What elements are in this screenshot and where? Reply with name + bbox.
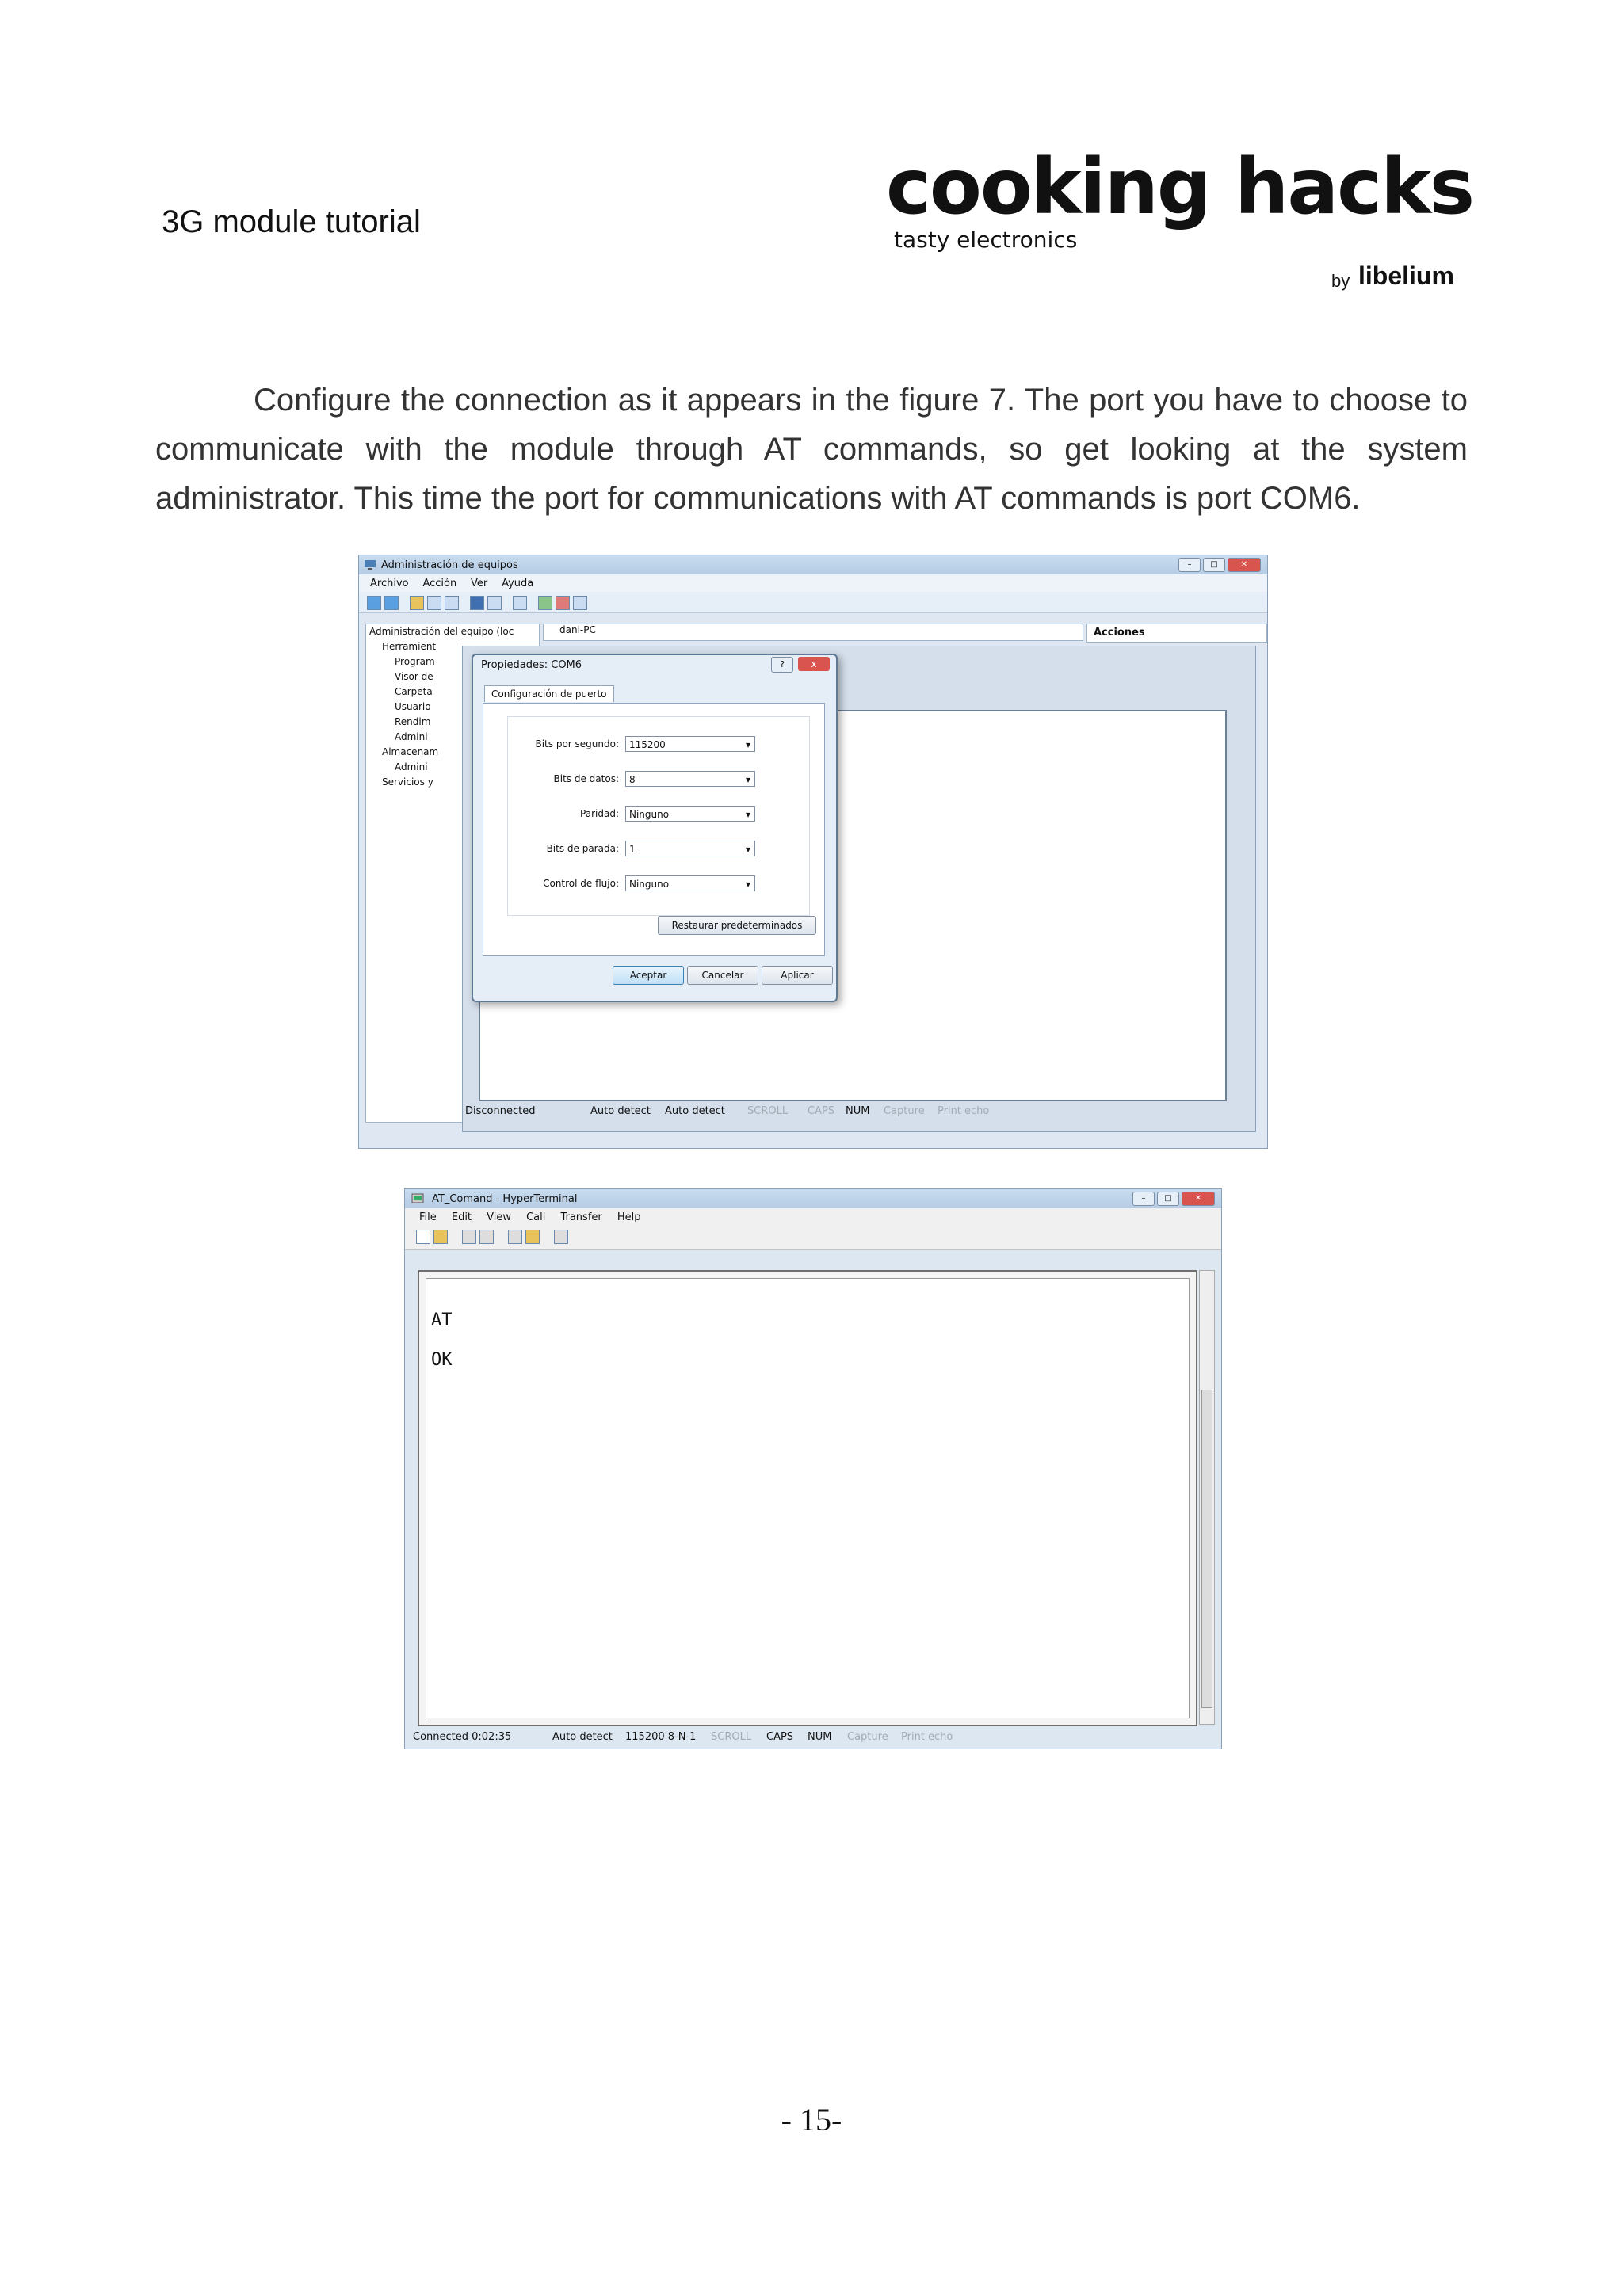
menu-help[interactable]: Help [617, 1211, 641, 1223]
status-print-echo: Print echo [901, 1731, 953, 1743]
ok-button[interactable]: Aceptar [613, 966, 684, 985]
menu-accion[interactable]: Acción [422, 578, 457, 589]
menu-transfer[interactable]: Transfer [560, 1211, 602, 1223]
parity-select[interactable]: Ninguno ▾ [625, 806, 755, 822]
maximize-button[interactable]: □ [1157, 1192, 1179, 1206]
tree-item[interactable]: Administración del equipo (loc [369, 626, 514, 637]
restore-defaults-button[interactable]: Restaurar predeterminados [658, 916, 816, 935]
com6-properties-dialog [472, 654, 838, 1002]
status-scroll: SCROLL [711, 1731, 752, 1743]
menu-bar [359, 574, 1267, 592]
tree-item[interactable]: Admini [395, 731, 428, 742]
disable-icon[interactable] [573, 596, 587, 610]
title-bar [405, 1189, 1221, 1208]
field-label: Paridad: [580, 808, 619, 819]
toolbar [359, 592, 1267, 613]
tree-item[interactable]: Visor de [395, 671, 433, 682]
field-label: Control de flujo: [543, 878, 619, 889]
bits-per-second-select[interactable]: 115200 ▾ [625, 736, 755, 752]
maximize-button[interactable]: □ [1203, 558, 1225, 572]
field-data-bits [508, 771, 809, 788]
apply-button[interactable]: Aplicar [762, 966, 833, 985]
logo-tagline: tasty electronics [894, 227, 1078, 253]
device-root-label: dani-PC [559, 624, 596, 635]
show-tree-icon[interactable] [427, 596, 441, 610]
field-flow-control [508, 875, 809, 893]
flow-control-select[interactable]: Ninguno ▾ [625, 875, 755, 891]
open-icon[interactable] [433, 1230, 448, 1244]
status-settings: 115200 8-N-1 [625, 1731, 697, 1743]
dialog-title: Propiedades: COM6 [481, 659, 582, 671]
status-detect: Auto detect [665, 1105, 725, 1117]
tree-item[interactable]: Admini [395, 761, 428, 772]
device-tree-root[interactable] [543, 624, 1083, 641]
title-bar [359, 555, 1267, 574]
field-label: Bits de parada: [546, 843, 619, 854]
status-caps: CAPS [808, 1105, 835, 1117]
status-capture: Capture [847, 1731, 888, 1743]
status-print-echo: Print echo [938, 1105, 990, 1117]
close-button[interactable]: ✕ [1182, 1192, 1215, 1206]
disconnect-icon[interactable] [479, 1230, 494, 1244]
status-num: NUM [846, 1105, 870, 1117]
window-title: Administración de equipos [381, 559, 518, 571]
field-parity [508, 806, 809, 823]
tree-item[interactable]: Carpeta [395, 686, 433, 697]
port-settings-panel [483, 703, 825, 956]
terminal-line: OK [431, 1350, 453, 1370]
field-bits-per-second [508, 736, 809, 753]
menu-bar [405, 1208, 1221, 1226]
scan-icon[interactable] [513, 596, 527, 610]
paragraph-text: Configure the connection as it appears in the figure 7. The port you have to choose to communicate with the module through AT commands, so get looking at the system administrator. This time the port for communications with AT commands is port COM6. [155, 383, 1468, 516]
forward-icon[interactable] [384, 596, 399, 610]
tree-item[interactable]: Program [395, 656, 435, 667]
window-controls [1178, 558, 1261, 572]
scrollbar-thumb[interactable] [1201, 1390, 1212, 1708]
up-folder-icon[interactable] [410, 596, 424, 610]
menu-edit[interactable]: Edit [451, 1211, 472, 1223]
status-connection: Connected 0:02:35 [413, 1731, 512, 1743]
status-bar [411, 1728, 1125, 1745]
status-caps: CAPS [766, 1731, 794, 1743]
minimize-button[interactable]: – [1178, 558, 1201, 572]
send-icon[interactable] [508, 1230, 522, 1244]
port-settings-group [507, 716, 810, 916]
status-capture: Capture [884, 1105, 925, 1117]
vertical-scrollbar[interactable] [1199, 1270, 1215, 1725]
stop-bits-select[interactable]: 1 ▾ [625, 841, 755, 856]
computer-icon [364, 559, 376, 571]
menu-call[interactable]: Call [526, 1211, 546, 1223]
status-detect: Auto detect [552, 1731, 613, 1743]
data-bits-select[interactable]: 8 ▾ [625, 771, 755, 787]
field-stop-bits [508, 841, 809, 858]
view-icon[interactable] [487, 596, 502, 610]
menu-archivo[interactable]: Archivo [370, 578, 409, 589]
status-scroll: SCROLL [747, 1105, 789, 1117]
status-connection: Disconnected [465, 1105, 536, 1117]
close-button[interactable]: ✕ [1228, 558, 1261, 572]
hyperterminal-icon [411, 1192, 424, 1205]
logo-wordmark: cooking hacks [886, 143, 1474, 231]
menu-ayuda[interactable]: Ayuda [502, 578, 534, 589]
status-bar [464, 1102, 1034, 1119]
properties-icon[interactable] [554, 1230, 568, 1244]
menu-file[interactable]: File [419, 1211, 437, 1223]
field-label: Bits de datos: [553, 773, 619, 784]
terminal-output[interactable] [426, 1278, 1190, 1718]
dialog-close-button[interactable]: x [798, 657, 830, 671]
cancel-button[interactable]: Cancelar [687, 966, 758, 985]
window-title: AT_Comand - HyperTerminal [432, 1193, 578, 1205]
tree-item[interactable]: Rendim [395, 716, 431, 727]
hyperterminal-screenshot [404, 1188, 1222, 1749]
tree-item[interactable]: Almacenam [382, 746, 439, 757]
help-button[interactable]: ? [771, 657, 793, 673]
tree-item[interactable]: Servicios y [382, 776, 433, 788]
document-title: 3G module tutorial [162, 204, 421, 239]
back-icon[interactable] [367, 596, 381, 610]
menu-view[interactable]: View [487, 1211, 511, 1223]
status-num: NUM [808, 1731, 832, 1743]
minimize-button[interactable]: – [1132, 1192, 1155, 1206]
tree-item[interactable]: Herramient [382, 641, 437, 652]
status-detect: Auto detect [590, 1105, 651, 1117]
logo-brand: libelium [1358, 261, 1454, 290]
window-controls [1132, 1192, 1215, 1206]
field-label: Bits por segundo: [535, 738, 619, 749]
toolbar [405, 1226, 1221, 1250]
body-paragraph [155, 376, 1468, 523]
call-icon[interactable] [462, 1230, 476, 1244]
terminal-line: AT [431, 1310, 453, 1330]
computer-management-screenshot [358, 555, 1268, 1149]
tree-item[interactable]: Usuario [395, 701, 431, 712]
help-icon[interactable] [470, 596, 484, 610]
tab-port-settings[interactable]: Configuración de puerto [484, 685, 614, 702]
page-number: - 15- [781, 2102, 842, 2138]
logo-by: by [1331, 271, 1350, 291]
new-icon[interactable] [416, 1230, 430, 1244]
properties-icon[interactable] [445, 596, 459, 610]
receive-icon[interactable] [525, 1230, 540, 1244]
uninstall-icon[interactable] [556, 596, 570, 610]
menu-ver[interactable]: Ver [471, 578, 488, 589]
terminal-frame [418, 1270, 1197, 1726]
actions-header: Acciones [1086, 624, 1267, 643]
update-icon[interactable] [538, 596, 552, 610]
